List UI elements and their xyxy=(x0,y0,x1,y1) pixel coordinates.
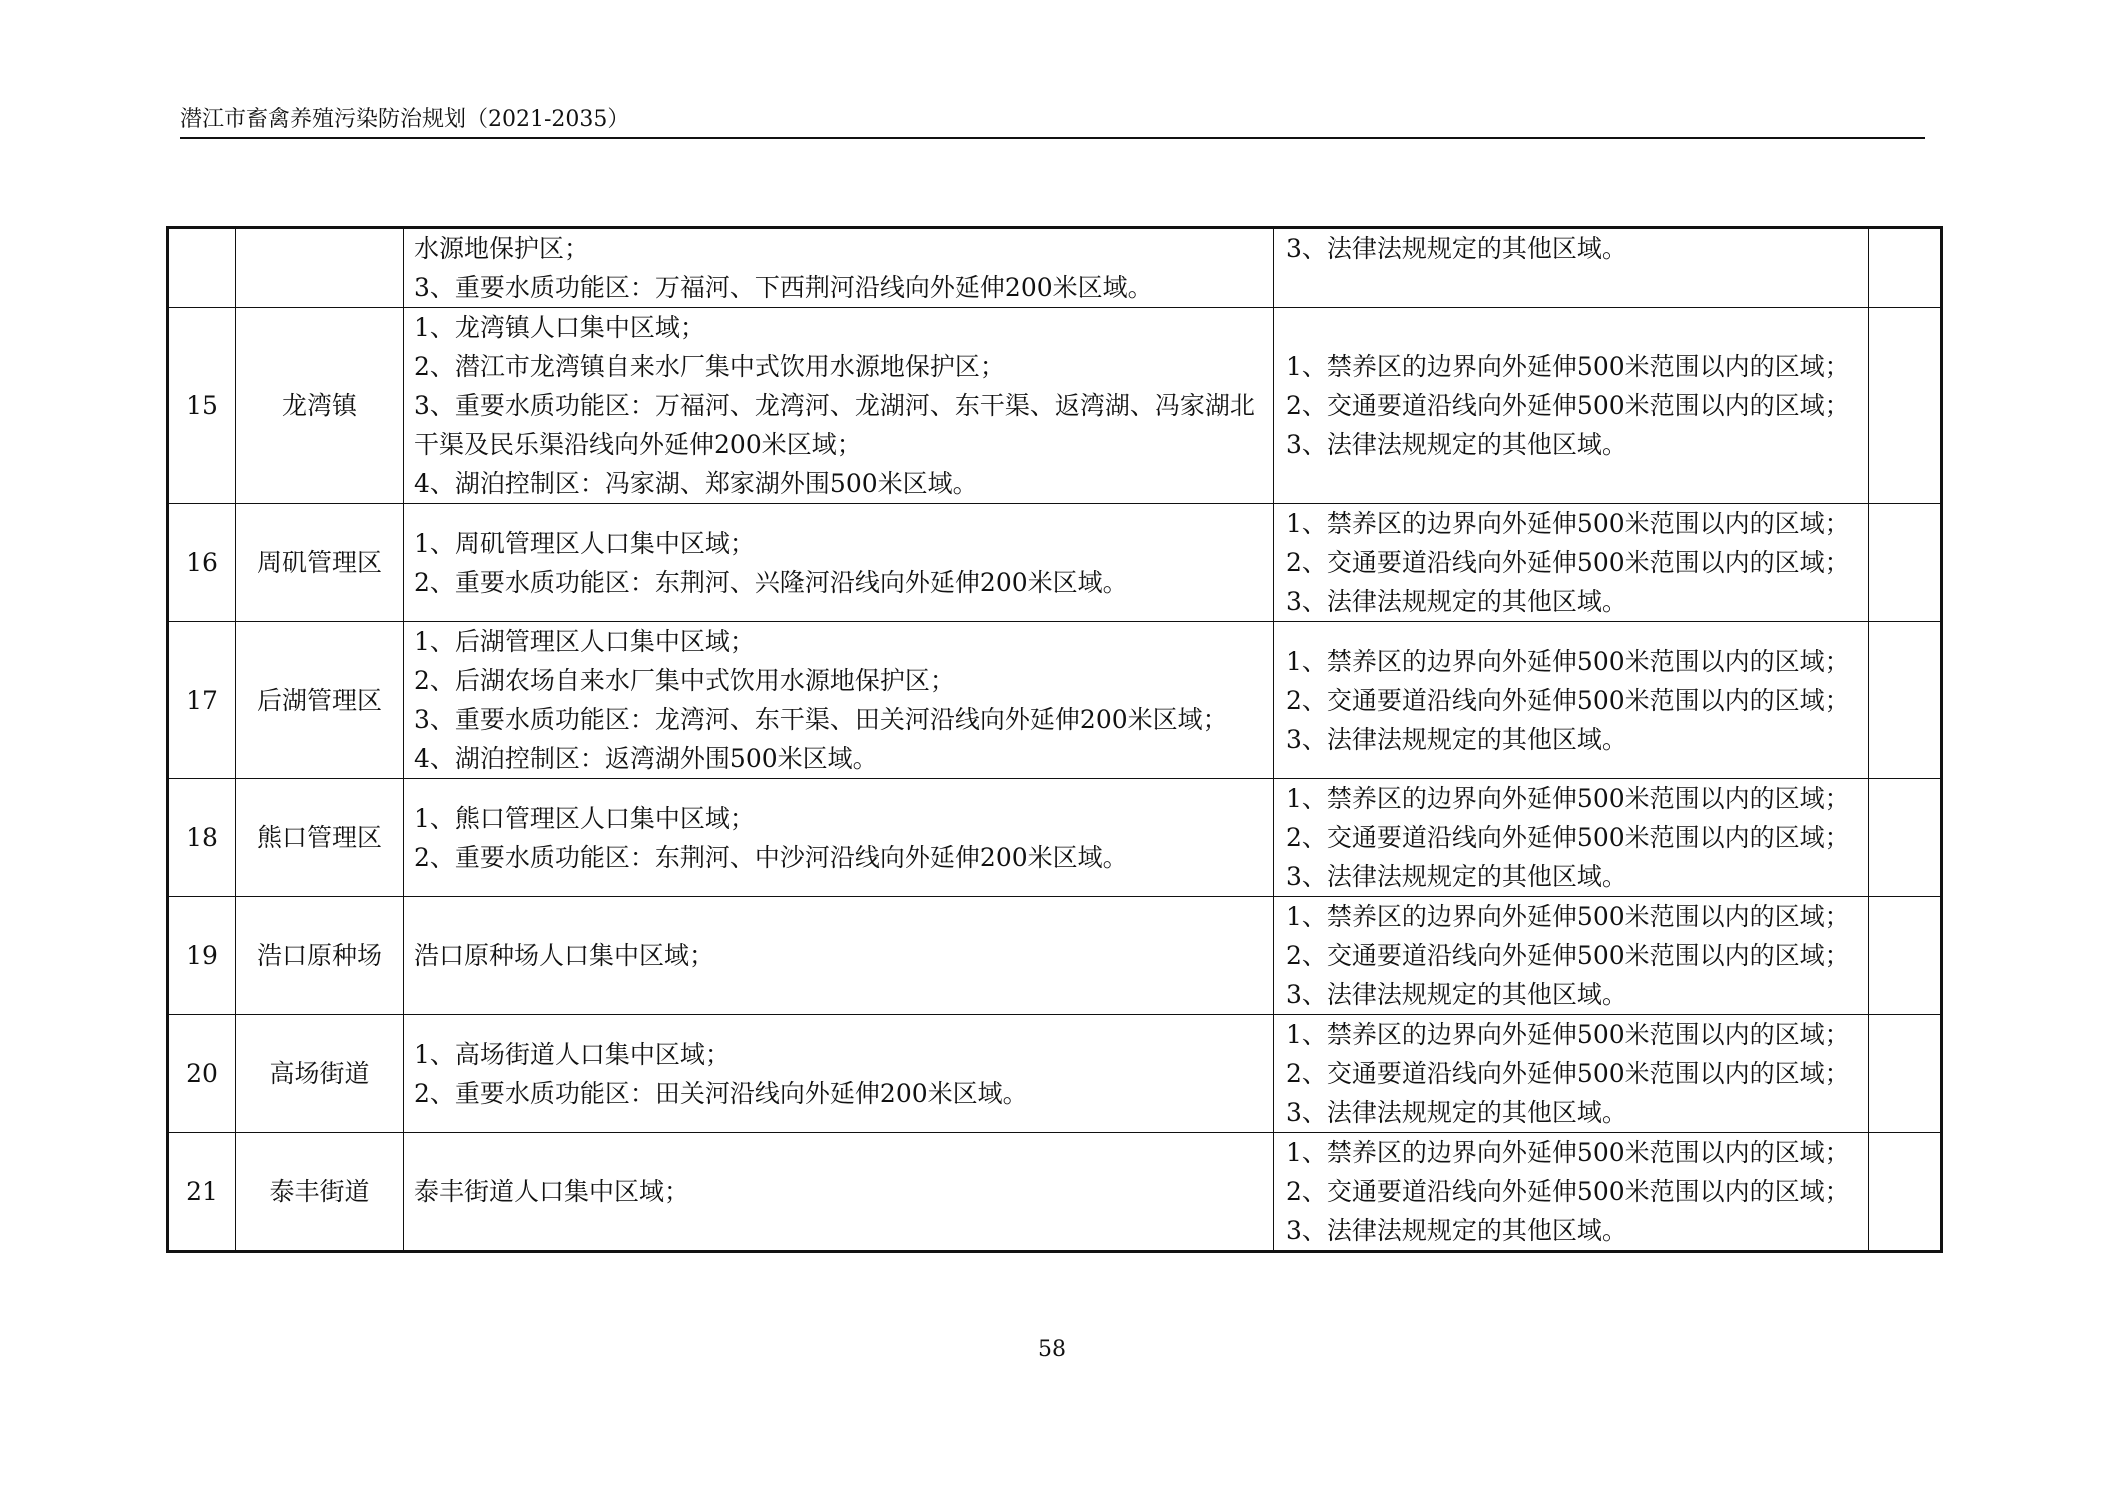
remark-cell xyxy=(1869,228,1942,308)
prohibited-zone-line: 1、龙湾镇人口集中区域； xyxy=(414,313,705,342)
restricted-zone-line: 3、法律法规规定的其他区域。 xyxy=(1286,1216,1627,1245)
header-rule xyxy=(180,137,1925,139)
restricted-zone-cell xyxy=(1274,1133,1869,1252)
prohibited-zone-line: 浩口原种场人口集中区域； xyxy=(414,941,715,970)
restricted-zone-cell xyxy=(1274,1015,1869,1133)
prohibited-zone-cell xyxy=(404,1015,1274,1133)
prohibited-zone-line: 3、重要水质功能区：万福河、下西荆河沿线向外延伸200米区域。 xyxy=(414,273,1153,302)
restricted-zone-line: 3、法律法规规定的其他区域。 xyxy=(1286,862,1627,891)
restricted-zone-line: 1、禁养区的边界向外延伸500米范围以内的区域； xyxy=(1286,509,1850,538)
restricted-zone-line: 3、法律法规规定的其他区域。 xyxy=(1286,1098,1627,1127)
page-number: 58 xyxy=(1038,1337,1066,1362)
district-name: 浩口原种场 xyxy=(236,897,404,1015)
remark-cell xyxy=(1869,779,1942,897)
prohibited-zone-line: 1、高场街道人口集中区域； xyxy=(414,1039,730,1069)
remark-cell xyxy=(1869,504,1942,622)
prohibited-zone-cell xyxy=(404,504,1274,622)
restricted-zone-line: 2、交通要道沿线向外延伸500米范围以内的区域； xyxy=(1286,941,1850,970)
prohibited-zone-cell xyxy=(404,1133,1274,1252)
zoning-table xyxy=(166,226,1943,1253)
prohibited-zone-cell xyxy=(404,228,1274,308)
table-row xyxy=(168,779,1942,897)
table-row xyxy=(168,308,1942,504)
document-header-title: 潜江市畜禽养殖污染防治规划（2021-2035） xyxy=(180,107,630,132)
prohibited-zone-line: 2、潜江市龙湾镇自来水厂集中式饮用水源地保护区； xyxy=(414,352,1005,381)
restricted-zone-cell xyxy=(1274,779,1869,897)
restricted-zone-line: 2、交通要道沿线向外延伸500米范围以内的区域； xyxy=(1286,823,1850,852)
district-name: 周矶管理区 xyxy=(236,504,404,622)
restricted-zone-line: 3、法律法规规定的其他区域。 xyxy=(1286,430,1627,459)
district-name: 后湖管理区 xyxy=(236,622,404,779)
restricted-zone-cell xyxy=(1274,504,1869,622)
row-number: 19 xyxy=(168,897,236,1015)
restricted-zone-line: 2、交通要道沿线向外延伸500米范围以内的区域； xyxy=(1286,1177,1850,1206)
district-name: 龙湾镇 xyxy=(236,308,404,504)
district-name: 熊口管理区 xyxy=(236,779,404,897)
restricted-zone-line: 1、禁养区的边界向外延伸500米范围以内的区域； xyxy=(1286,784,1850,813)
prohibited-zone-line: 2、后湖农场自来水厂集中式饮用水源地保护区； xyxy=(414,666,955,695)
table-row xyxy=(168,228,1942,308)
row-number xyxy=(168,228,236,308)
prohibited-zone-line: 4、湖泊控制区：返湾湖外围500米区域。 xyxy=(414,744,878,773)
remark-cell xyxy=(1869,622,1942,779)
prohibited-zone-line: 1、周矶管理区人口集中区域； xyxy=(414,528,755,558)
restricted-zone-cell xyxy=(1274,228,1869,308)
prohibited-zone-line: 1、后湖管理区人口集中区域； xyxy=(414,627,755,656)
table-row xyxy=(168,622,1942,779)
prohibited-zone-line: 水源地保护区； xyxy=(414,234,590,263)
prohibited-zone-line: 泰丰街道人口集中区域； xyxy=(414,1177,690,1206)
row-number: 16 xyxy=(168,504,236,622)
district-name: 泰丰街道 xyxy=(236,1133,404,1252)
prohibited-zone-line: 4、湖泊控制区：冯家湖、郑家湖外围500米区域。 xyxy=(414,469,978,498)
remark-cell xyxy=(1869,1015,1942,1133)
remark-cell xyxy=(1869,1133,1942,1252)
table-row xyxy=(168,1133,1942,1252)
table-row xyxy=(168,1015,1942,1133)
district-name: 高场街道 xyxy=(236,1015,404,1133)
restricted-zone-cell xyxy=(1274,897,1869,1015)
prohibited-zone-line: 3、重要水质功能区：龙湾河、东干渠、田关河沿线向外延伸200米区域； xyxy=(414,705,1228,734)
prohibited-zone-line: 3、重要水质功能区：万福河、龙湾河、龙湖河、东干渠、返湾湖、冯家湖北干渠及民乐渠沿线向外延伸200米区域； xyxy=(414,391,1255,459)
restricted-zone-cell xyxy=(1274,622,1869,779)
table-row xyxy=(168,504,1942,622)
remark-cell xyxy=(1869,897,1942,1015)
prohibited-zone-line: 2、重要水质功能区：田关河沿线向外延伸200米区域。 xyxy=(414,1078,1028,1108)
prohibited-zone-line: 1、熊口管理区人口集中区域； xyxy=(414,803,755,833)
restricted-zone-line: 3、法律法规规定的其他区域。 xyxy=(1286,234,1627,263)
restricted-zone-line: 1、禁养区的边界向外延伸500米范围以内的区域； xyxy=(1286,1020,1850,1049)
remark-cell xyxy=(1869,308,1942,504)
restricted-zone-line: 2、交通要道沿线向外延伸500米范围以内的区域； xyxy=(1286,1059,1850,1088)
restricted-zone-cell xyxy=(1274,308,1869,504)
prohibited-zone-cell xyxy=(404,308,1274,504)
row-number: 18 xyxy=(168,779,236,897)
restricted-zone-line: 2、交通要道沿线向外延伸500米范围以内的区域； xyxy=(1286,548,1850,577)
prohibited-zone-cell xyxy=(404,622,1274,779)
restricted-zone-line: 1、禁养区的边界向外延伸500米范围以内的区域； xyxy=(1286,646,1850,676)
restricted-zone-line: 2、交通要道沿线向外延伸500米范围以内的区域； xyxy=(1286,391,1850,420)
prohibited-zone-cell xyxy=(404,779,1274,897)
row-number: 15 xyxy=(168,308,236,504)
prohibited-zone-line: 2、重要水质功能区：东荆河、兴隆河沿线向外延伸200米区域。 xyxy=(414,567,1128,597)
restricted-zone-line: 1、禁养区的边界向外延伸500米范围以内的区域； xyxy=(1286,1138,1850,1167)
restricted-zone-line: 3、法律法规规定的其他区域。 xyxy=(1286,980,1627,1009)
row-number: 20 xyxy=(168,1015,236,1133)
row-number: 21 xyxy=(168,1133,236,1252)
row-number: 17 xyxy=(168,622,236,779)
prohibited-zone-line: 2、重要水质功能区：东荆河、中沙河沿线向外延伸200米区域。 xyxy=(414,842,1128,872)
table-row xyxy=(168,897,1942,1015)
restricted-zone-line: 1、禁养区的边界向外延伸500米范围以内的区域； xyxy=(1286,902,1850,931)
restricted-zone-line: 3、法律法规规定的其他区域。 xyxy=(1286,587,1627,616)
restricted-zone-line: 1、禁养区的边界向外延伸500米范围以内的区域； xyxy=(1286,352,1850,381)
district-name xyxy=(236,228,404,308)
restricted-zone-line: 2、交通要道沿线向外延伸500米范围以内的区域； xyxy=(1286,685,1850,715)
prohibited-zone-cell xyxy=(404,897,1274,1015)
restricted-zone-line: 3、法律法规规定的其他区域。 xyxy=(1286,724,1627,754)
